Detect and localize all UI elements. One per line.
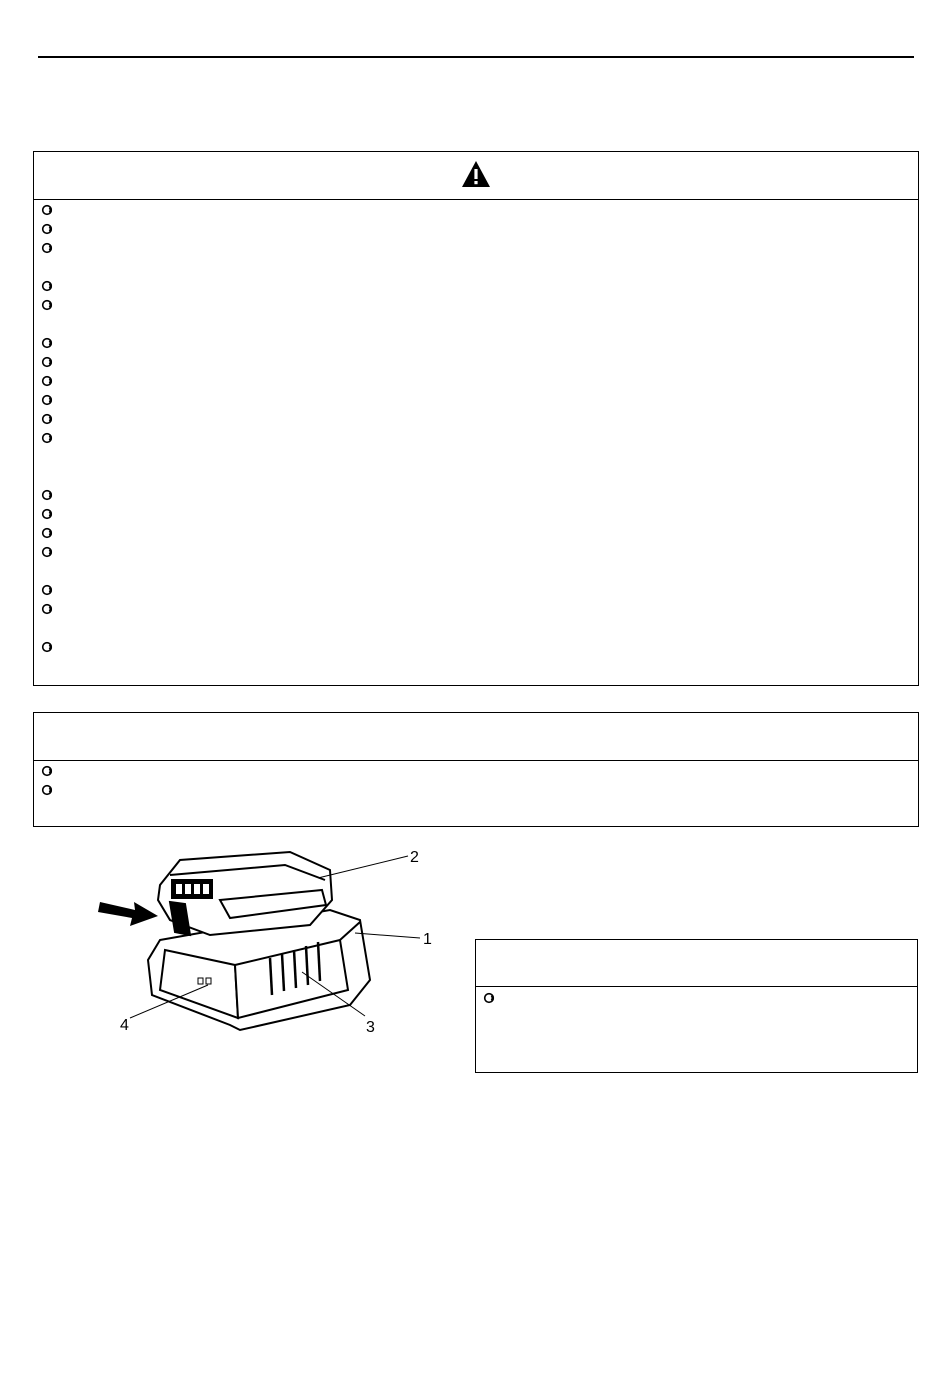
side-box-header: [476, 940, 917, 987]
bullet-icon: [41, 280, 53, 292]
bullet-icon: [41, 641, 53, 653]
bullet-icon: [41, 508, 53, 520]
bullet-icon: [41, 242, 53, 254]
bullet-icon: [41, 204, 53, 216]
bullet-icon: [41, 603, 53, 615]
bullet-icon: [41, 299, 53, 311]
insert-arrow-icon: [98, 902, 158, 926]
bullet-icon: [41, 337, 53, 349]
bullet-icon: [41, 489, 53, 501]
callout-4: 4: [120, 1017, 129, 1034]
notice-box-header: [34, 713, 918, 761]
bullet-icon: [483, 992, 495, 1004]
bullet-icon: [41, 223, 53, 235]
callout-1: 1: [423, 931, 432, 948]
warning-triangle-icon: [461, 160, 491, 191]
bullet-icon: [41, 527, 53, 539]
battery-pack: [158, 852, 332, 935]
warning-box: [33, 151, 919, 686]
bullet-icon: [41, 784, 53, 796]
charger-battery-figure: [90, 840, 440, 1040]
callout-3: 3: [366, 1019, 375, 1036]
bullet-icon: [41, 394, 53, 406]
bullet-icon: [41, 356, 53, 368]
bullet-icon: [41, 546, 53, 558]
bullet-icon: [41, 375, 53, 387]
side-box: [475, 939, 918, 1073]
bullet-icon: [41, 432, 53, 444]
notice-box: [33, 712, 919, 827]
header-rule: [38, 56, 914, 58]
bullet-icon: [41, 765, 53, 777]
bullet-icon: [41, 413, 53, 425]
warning-box-header: [34, 152, 918, 200]
callout-2: 2: [410, 849, 419, 866]
bullet-icon: [41, 584, 53, 596]
